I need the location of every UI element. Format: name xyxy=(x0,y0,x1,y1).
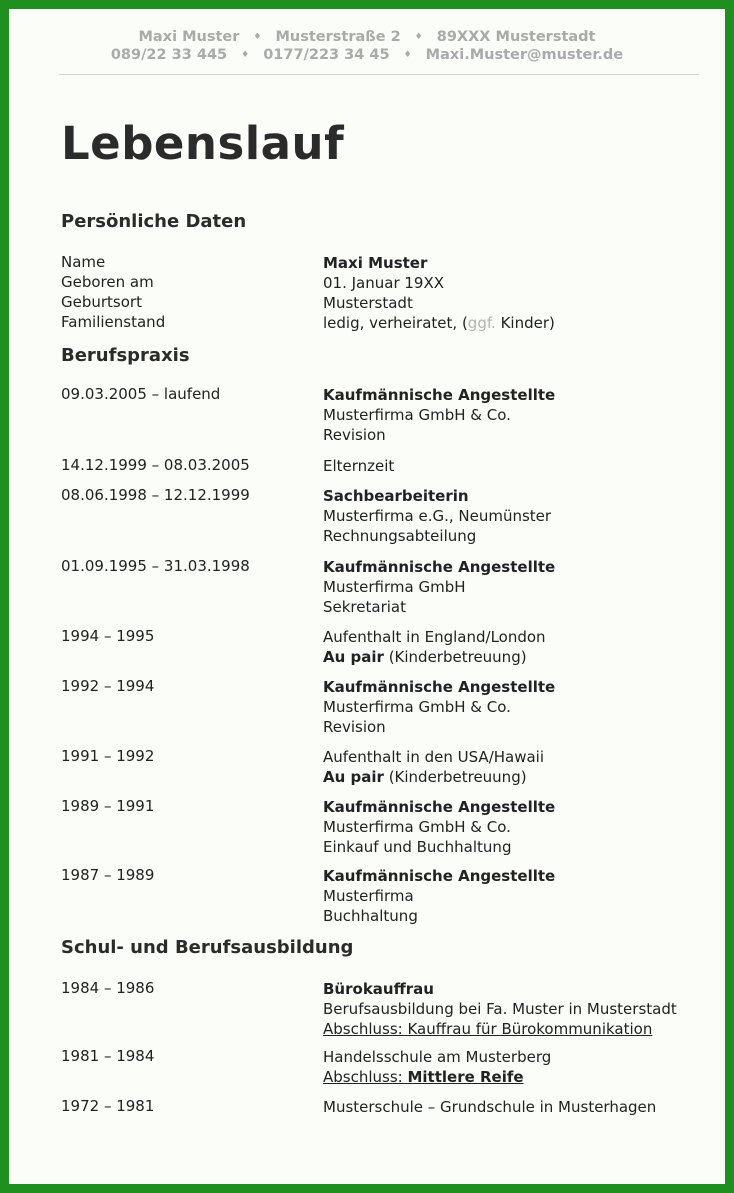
section-heading-personal: Persönliche Daten xyxy=(61,211,247,232)
header-email: Maxi.Muster@muster.de xyxy=(425,47,624,63)
experience-entry xyxy=(323,385,555,445)
diamond-separator-icon: ♦ xyxy=(414,32,423,42)
experience-date: 1992 – 1994 xyxy=(61,677,155,695)
diamond-separator-icon: ♦ xyxy=(403,50,412,60)
experience-entry xyxy=(323,456,394,476)
personal-values xyxy=(323,253,555,333)
experience-date: 1987 – 1989 xyxy=(61,866,155,884)
education-degree: Abschluss: Kauffrau für Bürokommunikation xyxy=(323,1020,653,1038)
experience-date: 1991 – 1992 xyxy=(61,747,155,765)
activity: Aufenthalt in England/London xyxy=(323,628,546,646)
employer: Musterfirma e.G., Neumünster xyxy=(323,507,552,525)
activity-detail xyxy=(323,767,544,787)
status-ggf: ggf. xyxy=(467,314,496,332)
job-title: Kaufmännische Angestellte xyxy=(323,558,556,576)
education-detail: Berufsausbildung bei Fa. Muster in Musterstadt xyxy=(323,1000,677,1018)
experience-date: 01.09.1995 – 31.03.1998 xyxy=(61,557,250,575)
education-entry xyxy=(323,979,677,1039)
employer: Musterfirma GmbH & Co. xyxy=(323,406,511,424)
experience-entry xyxy=(323,557,555,617)
role-detail: (Kinderbetreuung) xyxy=(383,648,527,666)
header-name: Maxi Muster xyxy=(138,29,240,45)
label-name: Name xyxy=(61,253,106,271)
job-title: Kaufmännische Angestellte xyxy=(323,678,556,696)
department: Revision xyxy=(323,718,386,736)
education-date: 1972 – 1981 xyxy=(61,1097,155,1115)
department: Revision xyxy=(323,426,386,444)
role-detail: (Kinderbetreuung) xyxy=(383,768,527,786)
header-street: Musterstraße 2 xyxy=(275,29,401,45)
experience-entry xyxy=(323,797,555,857)
role-bold: Au pair xyxy=(323,768,384,786)
experience-date: 09.03.2005 – laufend xyxy=(61,385,221,403)
employer: Musterfirma GmbH & Co. xyxy=(323,818,511,836)
education-school: Musterschule – Grundschule in Musterhagen xyxy=(323,1098,657,1116)
experience-entry xyxy=(323,677,555,737)
degree-value: Mittlere Reife xyxy=(407,1068,524,1086)
job-title: Sachbearbeiterin xyxy=(323,487,469,505)
experience-date: 08.06.1998 – 12.12.1999 xyxy=(61,486,250,504)
value-birthplace: Musterstadt xyxy=(323,294,413,312)
employer: Musterfirma GmbH & Co. xyxy=(323,698,511,716)
department: Einkauf und Buchhaltung xyxy=(323,838,512,856)
department: Sekretariat xyxy=(323,598,406,616)
status-text-end: Kinder) xyxy=(495,314,555,332)
experience-entry xyxy=(323,866,555,926)
header-city: 89XXX Musterstadt xyxy=(436,29,596,45)
role-bold: Au pair xyxy=(323,648,384,666)
degree-label: Abschluss: xyxy=(323,1068,408,1086)
section-heading-experience: Berufspraxis xyxy=(61,345,190,366)
experience-entry xyxy=(323,747,544,787)
header-divider xyxy=(59,74,699,75)
education-title: Bürokauffrau xyxy=(323,980,434,998)
activity: Aufenthalt in den USA/Hawaii xyxy=(323,748,545,766)
status-text: ledig, verheiratet, ( xyxy=(323,314,468,332)
label-birthdate: Geboren am xyxy=(61,273,154,291)
activity-detail xyxy=(323,647,546,667)
employer: Musterfirma xyxy=(323,887,414,905)
section-heading-education: Schul- und Berufsausbildung xyxy=(61,937,354,958)
page-title: Lebenslauf xyxy=(61,117,345,170)
header-address-line xyxy=(9,29,725,45)
job-title: Kaufmännische Angestellte xyxy=(323,386,556,404)
department: Buchhaltung xyxy=(323,907,418,925)
experience-date: 1989 – 1991 xyxy=(61,797,155,815)
education-entry xyxy=(323,1047,551,1087)
label-birthplace: Geburtsort xyxy=(61,293,142,311)
header-contact-line xyxy=(9,47,725,63)
experience-entry xyxy=(323,486,551,546)
education-date: 1984 – 1986 xyxy=(61,979,155,997)
employer: Musterfirma GmbH xyxy=(323,578,466,596)
experience-entry xyxy=(323,627,546,667)
activity: Elternzeit xyxy=(323,457,395,475)
job-title: Kaufmännische Angestellte xyxy=(323,798,556,816)
label-marital-status: Familienstand xyxy=(61,313,166,331)
diamond-separator-icon: ♦ xyxy=(241,50,250,60)
header-phone: 089/22 33 445 xyxy=(110,47,228,63)
value-marital-status xyxy=(323,313,555,333)
department: Rechnungsabteilung xyxy=(323,527,477,545)
diamond-separator-icon: ♦ xyxy=(253,32,262,42)
experience-date: 14.12.1999 – 08.03.2005 xyxy=(61,456,250,474)
education-date: 1981 – 1984 xyxy=(61,1047,155,1065)
job-title: Kaufmännische Angestellte xyxy=(323,867,556,885)
value-name: Maxi Muster xyxy=(323,254,428,272)
education-school: Handelsschule am Musterberg xyxy=(323,1048,552,1066)
education-degree xyxy=(323,1067,551,1087)
value-birthdate: 01. Januar 19XX xyxy=(323,274,445,292)
education-entry xyxy=(323,1097,656,1117)
experience-date: 1994 – 1995 xyxy=(61,627,155,645)
header-mobile: 0177/223 34 45 xyxy=(263,47,390,63)
